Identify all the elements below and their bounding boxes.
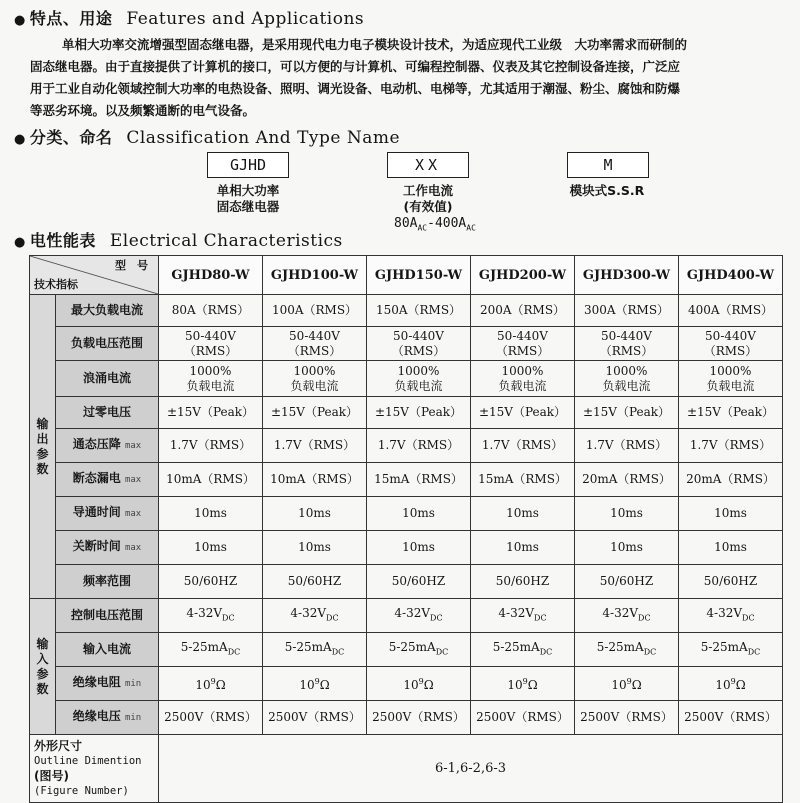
header-corner	[30, 256, 159, 295]
cell-unit: Ω	[215, 678, 226, 692]
row-label-text: 断态漏电	[72, 471, 121, 485]
table-cell	[471, 327, 575, 361]
table-cell	[471, 599, 575, 633]
outline-dimension-label	[30, 735, 159, 803]
table-row	[30, 397, 783, 429]
cell-value: 10	[195, 678, 211, 692]
row-label: 控制电压范围	[56, 599, 159, 633]
table-cell	[575, 667, 679, 701]
row-label: 最大负载电流	[56, 295, 159, 327]
cell-line: 负载电流	[394, 378, 443, 393]
cell-sub: DC	[326, 613, 339, 623]
table-cell: 10ms	[471, 497, 575, 531]
section-title-en: Electrical Characteristics	[109, 231, 343, 251]
row-label: 输入电流	[56, 633, 159, 667]
section-title-zh: 电性能表	[29, 231, 96, 250]
table-cell: 50/60HZ	[575, 565, 679, 599]
row-label	[56, 701, 159, 735]
table-row	[30, 667, 783, 701]
cell-line: 1000%	[397, 363, 440, 378]
table-cell: 50/60HZ	[471, 565, 575, 599]
cell-sub: DC	[435, 647, 449, 657]
cell-sub: DC	[638, 613, 651, 623]
cell-value: 5-25mA	[180, 639, 228, 654]
cell-line: 负载电流	[706, 378, 755, 393]
intro-line: 用于工业自动化领域控制大功率的电热设备、照明、调光设备、电动机、电梯等，尤其适用于潮湿、粉尘、腐蚀和防爆	[30, 81, 681, 96]
min-tag: min	[124, 679, 142, 689]
table-cell	[575, 633, 679, 667]
cell-line: 50-440V	[497, 328, 548, 343]
section-classification-heading	[14, 125, 400, 148]
cell-value: 4-32V	[394, 605, 431, 620]
model-header: GJHD200-W	[471, 256, 575, 295]
table-cell: 50/60HZ	[159, 565, 263, 599]
cell-sup: 9	[730, 677, 736, 686]
cell-value: 5-25mA	[388, 639, 436, 654]
cell-value: 10	[507, 678, 523, 692]
table-cell	[263, 667, 367, 701]
row-label-text: 通态压降	[72, 437, 121, 451]
intro-paragraph	[30, 34, 782, 122]
cell-unit: Ω	[423, 678, 434, 692]
cell-line: 负载电流	[498, 378, 547, 393]
cell-sup: 9	[314, 677, 320, 686]
table-header-row	[30, 256, 783, 295]
section-title-zh: 特点、用途	[29, 9, 113, 28]
table-cell: 400A（RMS）	[679, 295, 783, 327]
cell-line: 50-440V	[705, 328, 756, 343]
table-cell: 200A（RMS）	[471, 295, 575, 327]
table-cell	[575, 327, 679, 361]
table-cell	[471, 667, 575, 701]
table-cell	[159, 599, 263, 633]
table-cell: 15mA（RMS）	[471, 463, 575, 497]
table-cell	[159, 361, 263, 397]
table-cell: 10ms	[367, 497, 471, 531]
cell-line: 1000%	[189, 363, 232, 378]
table-cell: 100A（RMS）	[263, 295, 367, 327]
table-row	[30, 295, 783, 327]
row-label: 频率范围	[56, 565, 159, 599]
caption-line: 工作电流	[402, 183, 453, 198]
table-cell	[679, 633, 783, 667]
table-cell: 80A（RMS）	[159, 295, 263, 327]
cell-value: 10	[299, 678, 315, 692]
table-cell: 2500V（RMS）	[159, 701, 263, 735]
caption-line: (有效值)	[403, 199, 453, 214]
intro-line: 固态继电器。由于直接提供了计算机的接口，可以方便的与计算机、可编程控制器、仪表及其它控制设备连接，广泛应	[30, 59, 681, 74]
table-cell: 10ms	[263, 497, 367, 531]
row-label	[56, 497, 159, 531]
table-cell: ±15V（Peak）	[575, 397, 679, 429]
model-header: GJHD400-W	[679, 256, 783, 295]
max-tag: max	[124, 509, 142, 519]
table-cell	[367, 599, 471, 633]
section-title-en: Features and Applications	[126, 9, 365, 29]
caption-line: 固态继电器	[216, 199, 280, 214]
bullet-icon: ●	[14, 235, 26, 250]
bullet-icon: ●	[14, 132, 26, 147]
cell-value: 5-25mA	[700, 639, 748, 654]
table-row	[30, 633, 783, 667]
table-cell: ±15V（Peak）	[367, 397, 471, 429]
table-cell: 2500V（RMS）	[367, 701, 471, 735]
table-row	[30, 429, 783, 463]
cell-sub: DC	[430, 613, 443, 623]
cell-value: 4-32V	[706, 605, 743, 620]
cell-sub: DC	[227, 647, 241, 657]
output-group-label: 输出参数	[30, 295, 56, 599]
cell-line: 1000%	[293, 363, 336, 378]
table-cell: 150A（RMS）	[367, 295, 471, 327]
table-cell: 10ms	[575, 531, 679, 565]
cell-line: 50-440V	[393, 328, 444, 343]
cell-line: （RMS）	[287, 343, 342, 358]
section-title-zh: 分类、命名	[29, 128, 113, 147]
table-cell	[575, 599, 679, 633]
module-code-box: M	[567, 152, 649, 178]
table-row	[30, 327, 783, 361]
model-header: GJHD100-W	[263, 256, 367, 295]
section-features-heading	[14, 6, 364, 29]
table-cell: 2500V（RMS）	[263, 701, 367, 735]
model-header: GJHD150-W	[367, 256, 471, 295]
table-cell: 1.7V（RMS）	[575, 429, 679, 463]
table-cell: 2500V（RMS）	[575, 701, 679, 735]
row-label	[56, 463, 159, 497]
table-cell: 50/60HZ	[263, 565, 367, 599]
cell-sub: DC	[742, 613, 755, 623]
max-tag: max	[124, 475, 142, 485]
cell-value: 10	[611, 678, 627, 692]
table-cell	[159, 327, 263, 361]
current-range	[394, 216, 476, 233]
table-cell	[679, 599, 783, 633]
table-cell	[367, 361, 471, 397]
outline-zh: (图号)	[34, 768, 69, 783]
model-header: GJHD80-W	[159, 256, 263, 295]
table-cell: 20mA（RMS）	[679, 463, 783, 497]
model-header: GJHD300-W	[575, 256, 679, 295]
caption-line: 单相大功率	[216, 183, 280, 198]
range-end: -400A	[427, 216, 467, 231]
row-label	[56, 667, 159, 701]
cell-unit: Ω	[631, 678, 642, 692]
table-cell	[679, 327, 783, 361]
cell-unit: Ω	[527, 678, 538, 692]
table-cell: 1.7V（RMS）	[679, 429, 783, 463]
cell-sub: DC	[331, 647, 345, 657]
table-cell	[679, 667, 783, 701]
table-cell: 10mA（RMS）	[159, 463, 263, 497]
outline-zh: 外形尺寸	[34, 738, 83, 753]
cell-sup: 9	[210, 677, 216, 686]
cell-line: 1000%	[605, 363, 648, 378]
range-start: 80A	[394, 216, 418, 231]
row-label	[56, 429, 159, 463]
table-row	[30, 735, 783, 803]
type-code-box: GJHD	[207, 152, 289, 178]
cell-value: 5-25mA	[492, 639, 540, 654]
section-title-en: Classification And Type Name	[126, 128, 401, 148]
outline-en: Outline Dimention	[34, 754, 142, 767]
row-label-text: 关断时间	[72, 539, 121, 553]
intro-line: 单相大功率交流增强型固态继电器，是采用现代电力电子模块设计技术，为适应现代工业级 大功率需求而研制的	[62, 37, 688, 52]
table-cell	[471, 361, 575, 397]
table-cell: 300A（RMS）	[575, 295, 679, 327]
cell-line: 负载电流	[186, 378, 235, 393]
current-code-caption	[378, 183, 478, 215]
intro-line: 等恶劣环境。以及频繁通断的电气设备。	[30, 103, 256, 118]
cell-sup: 9	[418, 677, 424, 686]
table-cell	[159, 667, 263, 701]
table-cell: 10ms	[367, 531, 471, 565]
table-cell: 10ms	[263, 531, 367, 565]
table-cell: 10ms	[159, 531, 263, 565]
table-cell	[263, 633, 367, 667]
table-cell: 10ms	[159, 497, 263, 531]
table-cell	[367, 667, 471, 701]
table-cell: 50/60HZ	[367, 565, 471, 599]
table-row	[30, 565, 783, 599]
row-label: 过零电压	[56, 397, 159, 429]
max-tag: max	[124, 543, 142, 553]
outline-en: (Figure Number)	[34, 784, 129, 797]
table-cell	[263, 361, 367, 397]
table-cell: 10ms	[679, 497, 783, 531]
cell-value: 5-25mA	[284, 639, 332, 654]
cell-line: 负载电流	[290, 378, 339, 393]
cell-sub: DC	[643, 647, 657, 657]
row-label	[56, 531, 159, 565]
cell-line: （RMS）	[599, 343, 654, 358]
input-group-label: 输入参数	[30, 599, 56, 735]
cell-line: 50-440V	[601, 328, 652, 343]
table-cell: 2500V（RMS）	[471, 701, 575, 735]
table-cell: 1.7V（RMS）	[263, 429, 367, 463]
cell-sub: DC	[222, 613, 235, 623]
table-cell	[575, 361, 679, 397]
cell-sub: DC	[539, 647, 553, 657]
row-label-text: 绝缘电压	[72, 709, 121, 723]
row-label: 负载电压范围	[56, 327, 159, 361]
table-cell	[471, 633, 575, 667]
table-cell: ±15V（Peak）	[471, 397, 575, 429]
cell-unit: Ω	[735, 678, 746, 692]
cell-unit: Ω	[319, 678, 330, 692]
range-sub: AC	[417, 223, 428, 233]
table-cell: ±15V（Peak）	[679, 397, 783, 429]
row-label-text: 导通时间	[72, 505, 121, 519]
row-label: 浪涌电流	[56, 361, 159, 397]
table-cell: 2500V（RMS）	[679, 701, 783, 735]
table-cell: ±15V（Peak）	[263, 397, 367, 429]
cell-value: 4-32V	[290, 605, 327, 620]
table-cell: 10ms	[471, 531, 575, 565]
cell-value: 5-25mA	[596, 639, 644, 654]
table-cell: 10ms	[575, 497, 679, 531]
table-cell	[263, 327, 367, 361]
cell-line: 50-440V	[289, 328, 340, 343]
cell-line: 50-440V	[185, 328, 236, 343]
row-label-text: 绝缘电阻	[72, 675, 121, 689]
table-cell	[263, 599, 367, 633]
table-cell	[159, 633, 263, 667]
table-row	[30, 599, 783, 633]
cell-line: 1000%	[501, 363, 544, 378]
table-cell: 20mA（RMS）	[575, 463, 679, 497]
cell-line: （RMS）	[703, 343, 758, 358]
table-cell	[367, 633, 471, 667]
table-cell: 10ms	[679, 531, 783, 565]
table-cell	[367, 327, 471, 361]
corner-top-label: 型 号	[115, 259, 148, 272]
table-cell: 10mA（RMS）	[263, 463, 367, 497]
outline-figure-numbers: 6-1,6-2,6-3	[159, 735, 783, 803]
module-code-caption: 模块式S.S.R	[569, 183, 645, 198]
bullet-icon: ●	[14, 13, 26, 28]
cell-value: 10	[403, 678, 419, 692]
cell-line: 1000%	[709, 363, 752, 378]
table-row	[30, 463, 783, 497]
corner-bottom-label: 技术指标	[34, 278, 78, 291]
range-sub: AC	[466, 223, 476, 233]
cell-value: 10	[715, 678, 731, 692]
table-cell: 1.7V（RMS）	[367, 429, 471, 463]
table-row	[30, 531, 783, 565]
cell-line: （RMS）	[183, 343, 238, 358]
cell-sub: DC	[747, 647, 761, 657]
cell-value: 4-32V	[498, 605, 535, 620]
table-row	[30, 497, 783, 531]
type-code-caption	[198, 183, 298, 215]
cell-line: （RMS）	[495, 343, 550, 358]
table-row	[30, 701, 783, 735]
cell-sup: 9	[626, 677, 632, 686]
cell-line: 负载电流	[602, 378, 651, 393]
cell-sup: 9	[522, 677, 528, 686]
cell-sub: DC	[534, 613, 547, 623]
table-cell: 1.7V（RMS）	[471, 429, 575, 463]
cell-value: 4-32V	[602, 605, 639, 620]
max-tag: max	[124, 441, 142, 451]
electrical-characteristics-table	[29, 255, 783, 803]
current-code-box: XX	[387, 152, 469, 178]
table-cell: 15mA（RMS）	[367, 463, 471, 497]
table-cell	[679, 361, 783, 397]
cell-line: （RMS）	[391, 343, 446, 358]
table-row	[30, 361, 783, 397]
table-cell: 1.7V（RMS）	[159, 429, 263, 463]
table-cell: ±15V（Peak）	[159, 397, 263, 429]
min-tag: min	[124, 713, 142, 723]
table-cell: 50/60HZ	[679, 565, 783, 599]
section-electrical-heading	[14, 228, 343, 251]
cell-value: 4-32V	[186, 605, 223, 620]
